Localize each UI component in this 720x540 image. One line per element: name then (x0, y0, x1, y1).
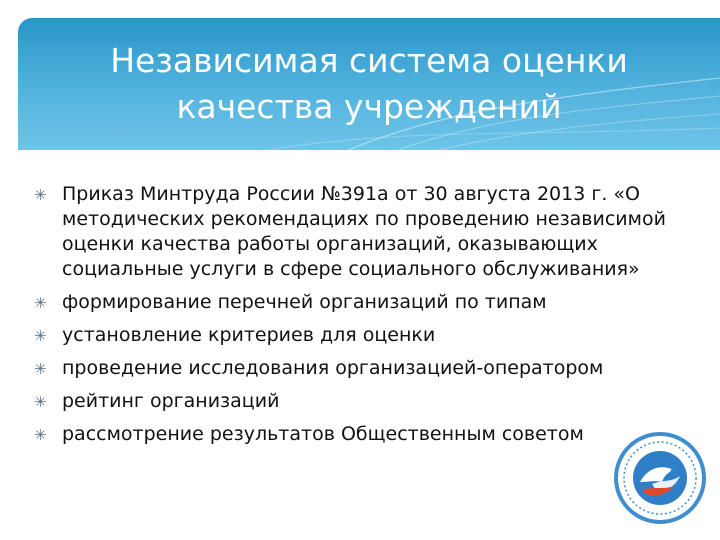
asterisk-bullet-icon: ✳ (34, 360, 47, 378)
bullet-text: проведение исследования организацией-оператором (62, 357, 604, 379)
slide-title (18, 38, 720, 130)
bullet-item-rating (34, 389, 674, 414)
bullet-item-council (34, 422, 674, 447)
title-line-2: качества учреждений (176, 87, 562, 126)
bullet-text: формирование перечней организаций по типам (62, 291, 547, 313)
bullet-item-lists (34, 290, 674, 315)
bullet-text: рейтинг организаций (62, 390, 280, 412)
bullet-text: рассмотрение результатов Общественным советом (62, 423, 584, 445)
asterisk-bullet-icon: ✳ (34, 327, 47, 345)
title-line-1: Независимая система оценки (110, 41, 628, 80)
asterisk-bullet-icon: ✳ (34, 426, 47, 444)
bullet-item-criteria (34, 323, 674, 348)
bullet-text: установление критериев для оценки (62, 324, 436, 346)
title-banner (18, 18, 720, 150)
bullet-item-research (34, 356, 674, 381)
bullet-list (34, 182, 674, 455)
bullet-item-order (34, 182, 674, 282)
bullet-text: Приказ Минтруда России №391а от 30 августа 2013 г. «О методических рекомендациях по проведению независимой оценки качества работы организаций, оказывающих социальные услуги в сфере социального обслуживания» (62, 183, 666, 280)
asterisk-bullet-icon: ✳ (34, 294, 47, 312)
asterisk-bullet-icon: ✳ (34, 393, 47, 411)
asterisk-bullet-icon: ✳ (34, 186, 47, 204)
dove-emblem-icon (612, 430, 708, 526)
